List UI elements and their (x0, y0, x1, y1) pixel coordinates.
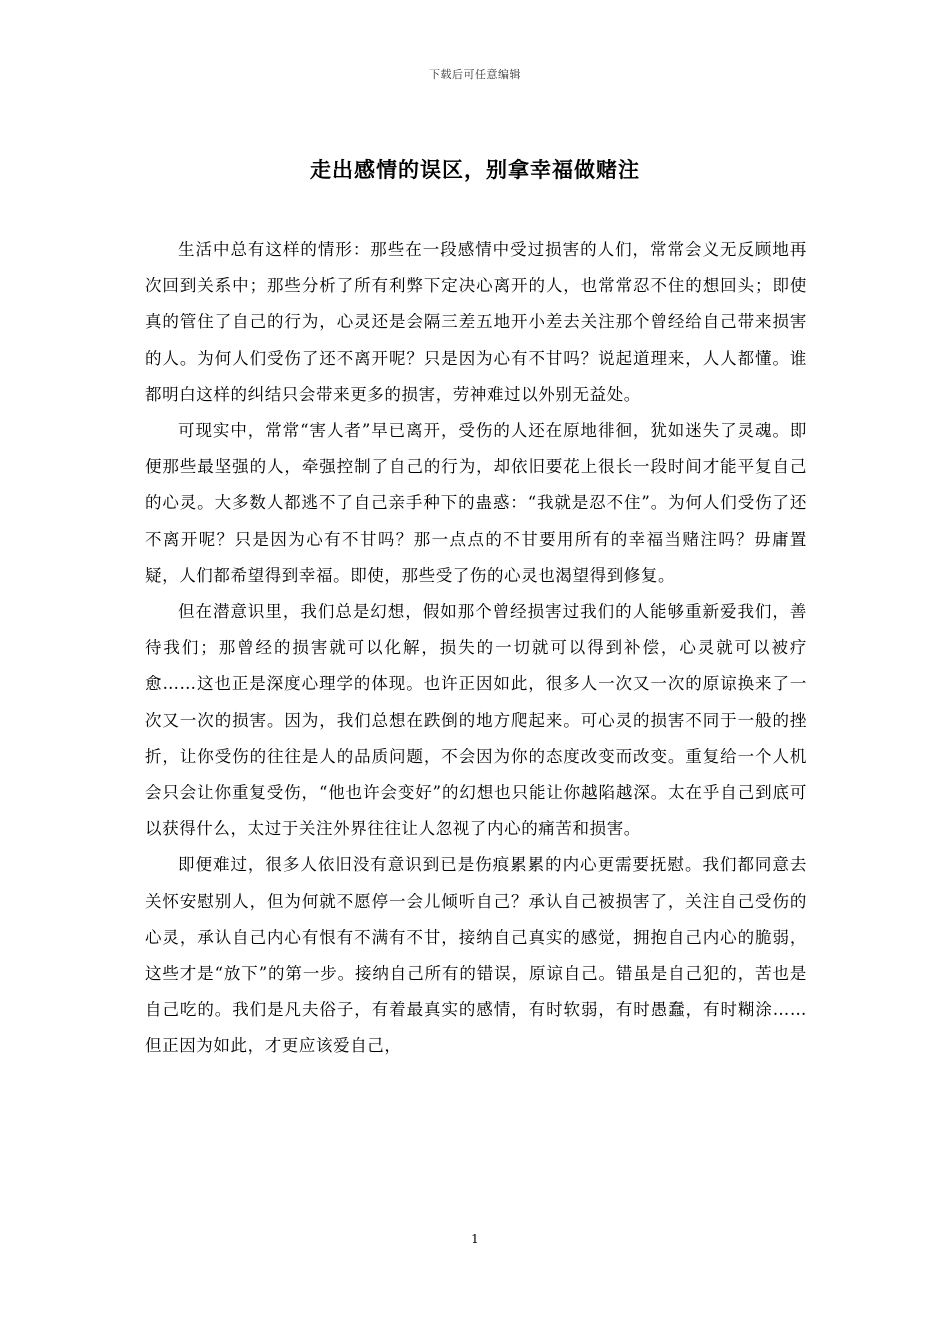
document-title: 走出感情的误区，别拿幸福做赌注 (310, 158, 640, 182)
header-note: 下载后可任意编辑 (429, 68, 521, 81)
paragraph: 即便难过，很多人依旧没有意识到已是伤痕累累的内心更需要抚慰。我们都同意去关怀安慰别人，但为何就不愿停一会儿倾听自己？承认自己被损害了，关注自己受伤的心灵，承认自己内心有恨有不满有不甘，接纳自己真实的感觉，拥抱自己内心的脆弱，这些才是“放下”的第一步。接纳自己所有的错误，原谅自己。错虽是自己犯的，苦也是自己吃的。我们是凡夫俗子，有着最真实的感情，有时软弱，有时愚蠢，有时糊涂……但正因为如此，才更应该爱自己， (145, 855, 807, 1056)
paragraph: 生活中总有这样的情形：那些在一段感情中受过损害的人们，常常会义无反顾地再次回到关系中；那些分析了所有利弊下定决心离开的人，也常常忍不住的想回头；即使真的管住了自己的行为，心灵还是会隔三差五地开小差去关注那个曾经给自己带来损害的人。为何人们受伤了还不离开呢？只是因为心有不甘吗？说起道理来，人人都懂。谁都明白这样的纠结只会带来更多的损害，劳神难过以外别无益处。 (145, 240, 807, 404)
paragraph: 但在潜意识里，我们总是幻想，假如那个曾经损害过我们的人能够重新爱我们，善待我们；那曾经的损害就可以化解，损失的一切就可以得到补偿，心灵就可以被疗愈……这也正是深度心理学的体现。也许正因如此，很多人一次又一次的原谅换来了一次又一次的损害。因为，我们总想在跌倒的地方爬起来。可心灵的损害不同于一般的挫折，让你受伤的往往是人的品质问题，不会因为你的态度改变而改变。重复给一个人机会只会让你重复受伤，“他也许会变好”的幻想也只能让你越陷越深。太在乎自己到底可以获得什么，太过于关注外界往往让人忽视了内心的痛苦和损害。 (145, 602, 807, 839)
document-body (145, 232, 807, 1065)
paragraph: 可现实中，常常“害人者”早已离开，受伤的人还在原地徘徊，犹如迷失了灵魂。即便那些最坚强的人，牵强控制了自己的行为，却依旧要花上很长一段时间才能平复自己的心灵。大多数人都逃不了自己亲手种下的蛊惑：“我就是忍不住”。为何人们受伤了还不离开呢？只是因为心有不甘吗？那一点点的不甘要用所有的幸福当赌注吗？毋庸置疑，人们都希望得到幸福。即使，那些受了伤的心灵也渴望得到修复。 (145, 421, 807, 585)
page-number: 1 (471, 1232, 479, 1246)
